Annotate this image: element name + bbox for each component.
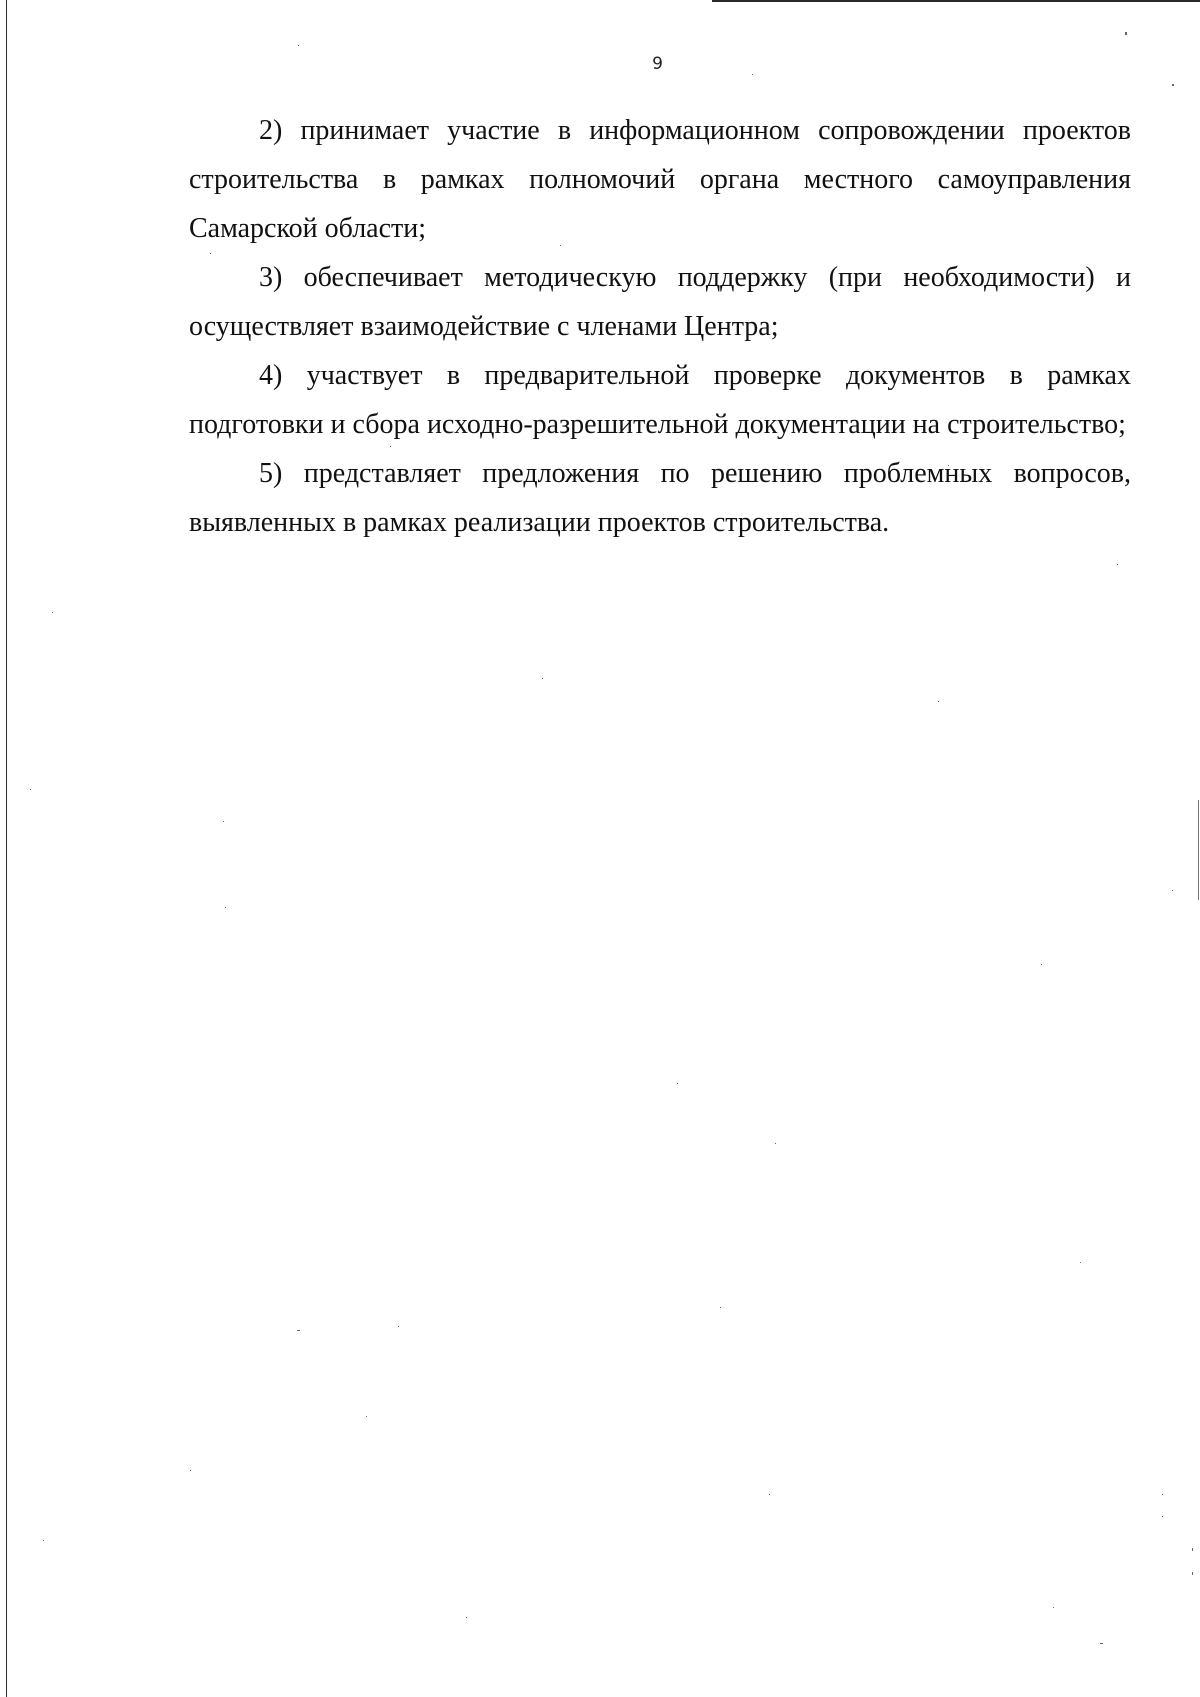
page-number: 9: [652, 54, 663, 74]
list-item-3: 3) обеспечивает методическую поддержку (при необходимости) и осуществляет взаимодействие с членами Центра;: [189, 262, 1131, 342]
scan-speck: [1192, 1548, 1193, 1551]
scan-speck: [1117, 564, 1118, 565]
scan-speck: [1172, 890, 1173, 891]
scan-speck: [43, 1540, 44, 1541]
scan-speck: [223, 821, 224, 822]
scan-speck: [542, 678, 543, 679]
scan-speck: [1172, 84, 1174, 86]
scan-speck: [366, 1416, 367, 1417]
scan-speck: [1041, 964, 1042, 965]
scan-speck: [398, 1326, 399, 1327]
scan-speck: [52, 612, 53, 613]
scan-speck: [1100, 1643, 1103, 1644]
scan-speck: [1053, 1607, 1054, 1608]
scan-speck: [1080, 1262, 1081, 1263]
list-item-5: 5) представляет предложения по решению проблемных вопросов, выявленных в рамках реализации проектов строительства.: [189, 458, 1131, 538]
list-item-4: 4) участвует в предварительной проверке документов в рамках подготовки и сбора исходно-разрешительной документации на строительство;: [189, 360, 1131, 440]
scan-edge-right: [1198, 800, 1199, 900]
scan-speck: [466, 1617, 467, 1618]
scan-speck: [720, 1307, 721, 1308]
scan-speck: [297, 1330, 300, 1331]
scan-edge-top: [712, 0, 1200, 2]
scan-speck: [1162, 1494, 1163, 1495]
scan-speck: [225, 907, 226, 908]
scan-edge-left: [6, 0, 7, 1697]
document-body: [189, 106, 1131, 547]
list-item-2: 2) принимает участие в информационном сопровождении проектов строительства в рамках полномочий органа местного самоуправления Самарской области;: [189, 115, 1131, 244]
scan-speck: [677, 1083, 678, 1084]
scan-speck: [752, 74, 753, 75]
scan-speck: [775, 1143, 776, 1144]
scan-speck: [1125, 32, 1127, 35]
scan-speck: [190, 1470, 191, 1471]
scan-speck: [30, 789, 31, 790]
scan-speck: [1162, 1516, 1163, 1517]
scan-speck: [769, 1494, 770, 1495]
scan-speck: [1192, 1572, 1193, 1575]
scan-speck: [298, 45, 299, 46]
scan-speck: [938, 701, 939, 702]
